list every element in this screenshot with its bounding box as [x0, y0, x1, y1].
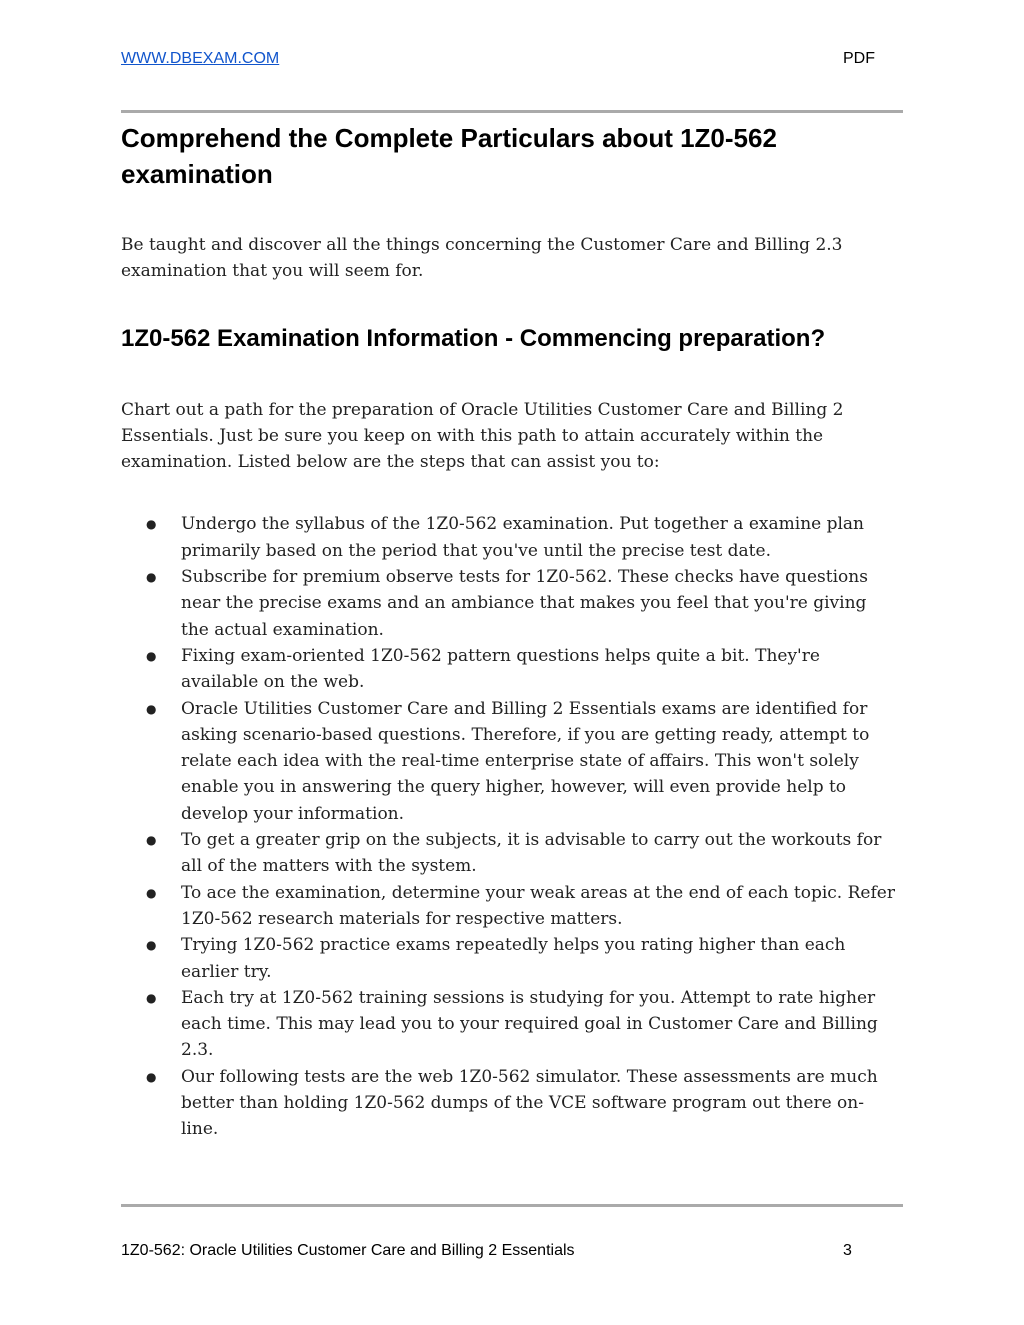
bullet-icon: ●: [146, 570, 157, 585]
list-item-text: Trying 1Z0-562 practice exams repeatedly helps you rating higher than each earlier try.: [181, 935, 846, 982]
bullet-icon: ●: [146, 517, 157, 532]
list-item: [121, 511, 896, 564]
bullet-icon: ●: [146, 1069, 157, 1084]
title-block: [121, 118, 896, 192]
list-item-text: To ace the examination, determine your weak areas at the end of each topic. Refer 1Z0-562 research materials for respective matters.: [181, 882, 895, 929]
footer-doc-title: 1Z0-562: Oracle Utilities Customer Care and Billing 2 Essentials: [121, 1242, 575, 1259]
bullet-icon: ●: [146, 938, 157, 953]
list-item: [121, 985, 896, 1064]
bullet-icon: ●: [146, 833, 157, 848]
list-item-text: Subscribe for premium observe tests for 1Z0-562. These checks have questions near the precise exams and an ambiance that makes you feel that you're giving the actual examination.: [181, 567, 868, 640]
bullet-icon: ●: [146, 990, 157, 1005]
bullet-icon: ●: [146, 648, 157, 663]
list-item-text: Undergo the syllabus of the 1Z0-562 examination. Put together a examine plan primarily based on the period that you've until the precise test date.: [181, 514, 865, 561]
list-item-text: Each try at 1Z0-562 training sessions is studying for you. Attempt to rate higher each time. This may lead you to your required goal in Customer Care and Billing 2.3.: [181, 987, 878, 1061]
site-link[interactable]: WWW.DBEXAM.COM: [121, 50, 280, 67]
page-title: Comprehend the Complete Particulars about 1Z0-562 examination: [121, 123, 777, 189]
list-item-text: Our following tests are the web 1Z0-562 simulator. These assessments are much better than holding 1Z0-562 dumps of the VCE software program out there on-line.: [181, 1066, 878, 1140]
list-item-text: Fixing exam-oriented 1Z0-562 pattern questions helps quite a bit. They're available on the web.: [181, 645, 820, 693]
list-item: [121, 564, 896, 643]
steps-list: [121, 511, 896, 1142]
doc-type-label: PDF: [843, 50, 875, 67]
list-item: [121, 880, 896, 933]
list-item: [121, 827, 896, 880]
list-item-text: Oracle Utilities Customer Care and Billing 2 Essentials exams are identified for asking scenario-based questions. Therefore, if you are getting ready, attempt to relate each idea with the real-time enterprise state of affairs. This won't solely enable you in answering the query higher, however, will even provide help to develop your information.: [181, 698, 870, 824]
list-item: [121, 932, 896, 985]
list-item: [121, 1064, 896, 1143]
page-number: 3: [843, 1242, 852, 1259]
intro-paragraph: Be taught and discover all the things concerning the Customer Care and Billing 2.3 examination that you will seem for.: [121, 235, 843, 282]
bullet-icon: ●: [146, 885, 157, 900]
list-item: [121, 643, 896, 696]
list-item-text: To get a greater grip on the subjects, it is advisable to carry out the workouts for all of the matters with the system.: [181, 830, 882, 877]
section-intro-paragraph: Chart out a path for the preparation of Oracle Utilities Customer Care and Billing 2 Essentials. Just be sure you keep on with this path to attain accurately within the examination. Listed below are the steps that can assist you to:: [121, 399, 844, 473]
footer-divider: [121, 1204, 903, 1207]
page-content: [121, 118, 896, 1143]
list-item: [121, 696, 896, 827]
section-heading: 1Z0-562 Examination Information - Commencing preparation?: [121, 324, 826, 352]
section-heading-block: [121, 321, 896, 357]
header-divider: [121, 110, 903, 113]
bullet-icon: ●: [146, 701, 157, 716]
